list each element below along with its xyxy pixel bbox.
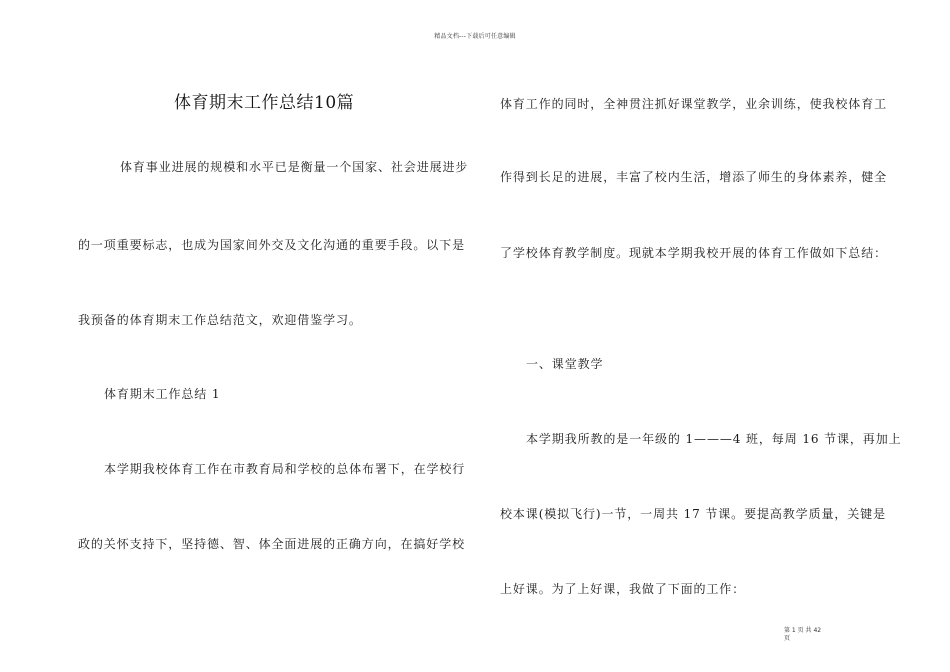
paragraph-line: 体育工作的同时，全神贯注抓好课堂教学，业余训练，使我校体育工 <box>500 97 888 111</box>
paragraph-line: 作得到长足的进展，丰富了校内生活，增添了师生的身体素养，健全 <box>500 170 888 184</box>
paragraph-line: 了学校体育教学制度。现就本学期我校开展的体育工作做如下总结： <box>500 246 888 260</box>
paragraph-line: 的一项重要标志，也成为国家间外交及文化沟通的重要手段。以下是 <box>78 238 466 252</box>
paragraph-line: 体育事业进展的规模和水平已是衡量一个国家、社会进展进步 <box>120 160 469 174</box>
paragraph-line: 政的关怀支持下，坚持德、智、体全面进展的正确方向，在搞好学校 <box>78 537 466 551</box>
paragraph-line: 我预备的体育期末工作总结范文，欢迎借鉴学习。 <box>78 313 362 327</box>
header-note: 精品文档---下载后可任意编辑 <box>434 33 516 40</box>
paragraph-line: 上好课。为了上好课，我做了下面的工作： <box>500 582 746 596</box>
section-heading: 体育期末工作总结 1 <box>104 387 221 401</box>
section-heading: 一、课堂教学 <box>526 357 604 371</box>
paragraph-line: 本学期我校体育工作在市教育局和学校的总体布署下，在学校行 <box>104 462 466 476</box>
page-number <box>784 627 834 643</box>
paragraph-line: 校本课(模拟飞行)一节，一周共 17 节课。要提高教学质量，关键是 <box>500 507 886 521</box>
page-number-line: 页 <box>784 635 791 642</box>
document-title: 体育期末工作总结10篇 <box>174 93 355 113</box>
paragraph-line: 本学期我所教的是一年级的 1———4 班，每周 16 节课，再加上 <box>526 432 902 446</box>
page-number-line: 第 1 页 共 42 <box>784 627 822 634</box>
